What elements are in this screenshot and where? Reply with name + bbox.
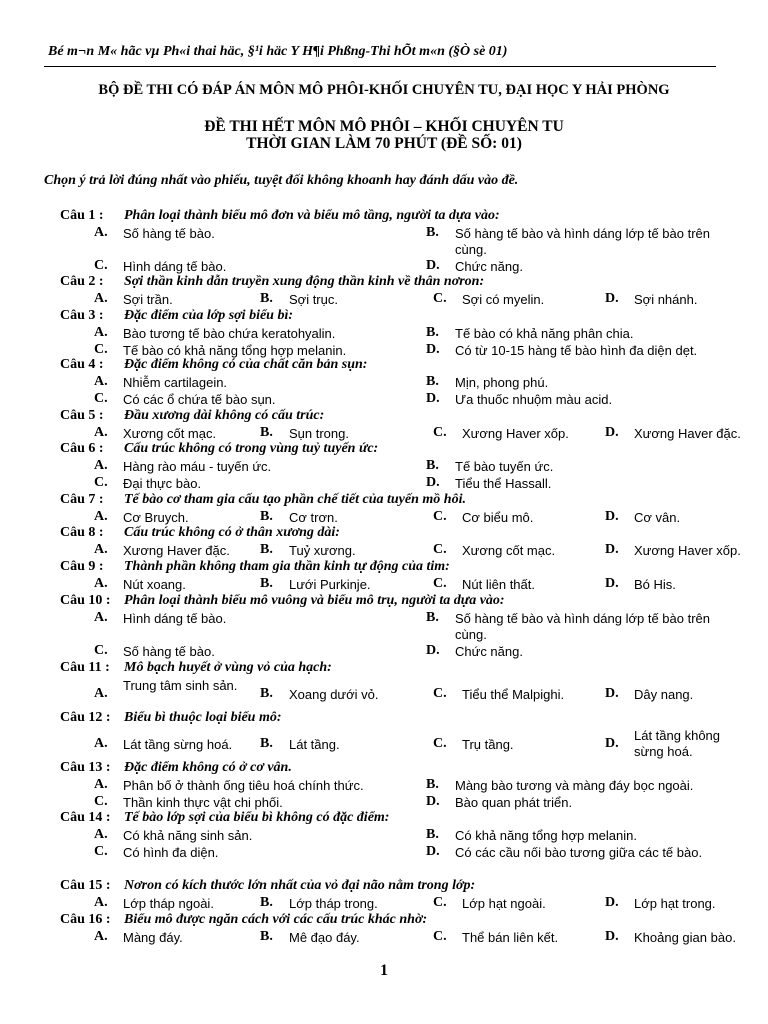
option-letter: C. (433, 736, 447, 751)
option-text: Bó His. (634, 577, 676, 592)
exam-title: ĐỀ THI HẾT MÔN MÔ PHÔI – KHỐI CHUYÊN TU (204, 118, 564, 135)
option-letter: C. (433, 895, 447, 910)
option-text: Lát tầng sừng hoá. (123, 737, 233, 752)
option-text: Lớp hạt ngoài. (462, 896, 546, 911)
option-letter: D. (426, 643, 440, 658)
option-text: Chức năng. (455, 644, 523, 659)
option-text: Sụn trong. (289, 426, 349, 441)
option-letter: A. (94, 929, 108, 944)
option-text: Có các cầu nối bào tương giữa các tế bào. (455, 845, 703, 860)
option-letter: D. (426, 475, 440, 490)
option-letter: B. (426, 225, 439, 240)
question-text: Thành phần không tham gia thần kinh tự động của tim: (124, 559, 450, 574)
option-letter: D. (605, 929, 619, 944)
option-letter: A. (94, 827, 108, 842)
option-text: Trụ tầng. (462, 737, 514, 752)
option-text: Bào quan phát triển. (455, 795, 573, 810)
option-letter: D. (605, 509, 619, 524)
option-text: Xương Haver xốp. (462, 426, 569, 441)
option-letter: C. (94, 391, 108, 406)
question-label: Câu 11 : (60, 660, 110, 675)
option-text: Xương Haver đặc. (634, 426, 741, 441)
question-label: Câu 4 : (60, 357, 104, 372)
option-text: Sợi có myelin. (462, 292, 545, 307)
option-letter: D. (426, 794, 440, 809)
main-title: BỘ ĐỀ THI CÓ ĐÁP ÁN MÔN MÔ PHÔI-KHỐI CHUYÊN TU, ĐẠI HỌC Y HẢI PHÒNG (98, 82, 670, 98)
option-text: Lớp tháp ngoài. (123, 896, 214, 911)
question-text: Đặc điểm không có của chất căn bản sụn: (124, 357, 368, 372)
question-text: Đặc điểm không có ở cơ vân. (124, 760, 292, 775)
option-text: Xương Haver xốp. (634, 543, 741, 558)
option-letter: B. (260, 425, 273, 440)
exam-time: THỜI GIAN LÀM 70 PHÚT (ĐỀ SỐ: 01) (246, 135, 522, 152)
option-letter: C. (433, 425, 447, 440)
option-letter: A. (94, 686, 108, 701)
option-letter: D. (605, 895, 619, 910)
option-text: Lát tầng không sừng hoá. (634, 728, 721, 759)
option-text: Số hàng tế bào và hình dáng lớp tế bào trên cùng. (455, 611, 710, 642)
option-text: Số hàng tế bào và hình dáng lớp tế bào trên cùng. (455, 226, 710, 257)
question-label: Câu 1 : (60, 208, 104, 223)
option-letter: A. (94, 225, 108, 240)
option-text: Có các ổ chứa tế bào sụn. (123, 392, 276, 407)
option-letter: D. (605, 542, 619, 557)
question-label: Câu 12 : (60, 710, 111, 725)
option-letter: B. (260, 686, 273, 701)
question-label: Câu 14 : (60, 810, 111, 825)
option-text: Chức năng. (455, 259, 523, 274)
question-text: Phân loại thành biểu mô vuông và biểu mô trụ, người ta dựa vào: (124, 593, 505, 608)
option-text: Số hàng tế bào. (123, 644, 215, 659)
option-letter: D. (426, 391, 440, 406)
option-text: Tế bào tuyến ức. (455, 459, 554, 474)
option-text: Dây nang. (634, 687, 694, 702)
option-text: Sợi trần. (123, 292, 173, 307)
question-text: Mô bạch huyết ở vùng vỏ của hạch: (124, 660, 332, 675)
option-text: Đại thực bào. (123, 476, 202, 491)
option-text: Cơ Bruych. (123, 510, 189, 525)
option-text: Tế bào có khả năng tổng hợp melanin. (123, 343, 347, 358)
option-text: Thần kinh thực vật chi phối. (123, 795, 283, 810)
option-text: Nút liên thất. (462, 577, 535, 592)
header-divider (44, 66, 716, 67)
option-text: Hàng rào máu - tuyến ức. (123, 459, 272, 474)
option-letter: C. (433, 686, 447, 701)
option-text: Khoảng gian bào. (634, 930, 736, 945)
option-text: Sợi nhánh. (634, 292, 698, 307)
option-text: Lưới Purkinje. (289, 577, 371, 592)
option-letter: B. (426, 374, 439, 389)
option-letter: C. (94, 475, 108, 490)
option-text: Màng đáy. (123, 930, 183, 945)
option-letter: B. (260, 929, 273, 944)
option-letter: C. (433, 542, 447, 557)
option-text: Số hàng tế bào. (123, 226, 215, 241)
option-text: Nút xoang. (123, 577, 186, 592)
question-text: Tế bào cơ tham gia cấu tạo phần chế tiết của tuyến mồ hôi. (124, 492, 466, 507)
option-text: Xương cốt mạc. (462, 543, 556, 558)
option-letter: B. (260, 895, 273, 910)
option-text: Có hình đa diện. (123, 845, 219, 860)
option-text: Lát tầng. (289, 737, 340, 752)
header-note: Bé m¬n M« hãc vµ Ph«i thai häc, §¹i häc Y H¶i Phßng-Thi hÕt m«n (§Ò sè 01) (48, 44, 508, 59)
option-text: Nhiễm cartilagein. (123, 375, 228, 390)
option-letter: D. (426, 342, 440, 357)
option-letter: B. (260, 736, 273, 751)
option-text: Mịn, phong phú. (455, 375, 549, 390)
option-letter: A. (94, 325, 108, 340)
option-text: Xoang dưới vỏ. (289, 687, 379, 702)
option-text: Bào tương tế bào chứa keratohyalin. (123, 326, 336, 341)
option-letter: B. (426, 777, 439, 792)
question-label: Câu 15 : (60, 878, 111, 893)
option-letter: C. (94, 844, 108, 859)
option-letter: A. (94, 374, 108, 389)
option-text: Tế bào có khả năng phân chia. (455, 326, 634, 341)
option-text: Tiểu thể Hassall. (455, 476, 552, 491)
option-text: Xương cốt mạc. (123, 426, 217, 441)
question-text: Đặc điểm của lớp sợi biểu bì: (124, 308, 294, 323)
option-letter: D. (426, 258, 440, 273)
option-letter: B. (426, 827, 439, 842)
option-text: Màng bào tương và màng đáy bọc ngoài. (455, 778, 694, 793)
option-letter: D. (605, 686, 619, 701)
option-text: Lớp tháp trong. (289, 896, 378, 911)
question-text: Nơron có kích thước lớn nhất của vỏ đại não nằm trong lớp: (124, 878, 476, 893)
option-letter: A. (94, 895, 108, 910)
option-letter: C. (94, 794, 108, 809)
question-text: Đầu xương dài không có cấu trúc: (124, 408, 325, 423)
option-letter: B. (426, 325, 439, 340)
option-text: Có khả năng sinh sản. (123, 828, 253, 843)
option-letter: A. (94, 736, 108, 751)
question-text: Cấu trúc không có ở thân xương dài: (124, 525, 340, 540)
option-letter: A. (94, 777, 108, 792)
question-text: Phân loại thành biểu mô đơn và biểu mô tầng, người ta dựa vào: (124, 208, 500, 223)
question-text: Cấu trúc không có trong vùng tuỷ tuyến ức: (124, 441, 379, 456)
question-label: Câu 2 : (60, 274, 104, 289)
option-letter: D. (605, 291, 619, 306)
option-letter: A. (94, 425, 108, 440)
option-letter: A. (94, 509, 108, 524)
option-letter: A. (94, 576, 108, 591)
option-letter: C. (433, 929, 447, 944)
option-letter: A. (94, 610, 108, 625)
option-letter: A. (94, 542, 108, 557)
page-number: 1 (380, 962, 388, 979)
option-text: Trung tâm sinh sản. (123, 678, 238, 693)
question-text: Biểu bì thuộc loại biểu mô: (124, 710, 282, 725)
question-label: Câu 10 : (60, 593, 111, 608)
question-label: Câu 9 : (60, 559, 104, 574)
option-text: Xương Haver đặc. (123, 543, 230, 558)
option-letter: D. (605, 736, 619, 751)
option-text: Cơ vân. (634, 510, 681, 525)
option-text: Sợi trục. (289, 292, 338, 307)
option-letter: B. (260, 291, 273, 306)
option-letter: C. (433, 509, 447, 524)
option-letter: B. (426, 610, 439, 625)
question-label: Câu 3 : (60, 308, 104, 323)
option-text: Tuỷ xương. (289, 543, 356, 558)
option-text: Thể bán liên kết. (462, 930, 559, 945)
question-text: Biểu mô được ngăn cách với các cấu trúc khác nhờ: (124, 912, 428, 927)
option-letter: B. (260, 542, 273, 557)
option-letter: C. (94, 258, 108, 273)
option-text: Tiểu thể Malpighi. (462, 687, 565, 702)
option-letter: A. (94, 291, 108, 306)
option-text: Mê đạo đáy. (289, 930, 360, 945)
question-label: Câu 5 : (60, 408, 104, 423)
option-text: Hình dáng tế bào. (123, 611, 227, 626)
option-letter: A. (94, 458, 108, 473)
option-letter: B. (426, 458, 439, 473)
option-letter: B. (260, 509, 273, 524)
option-text: Lớp hạt trong. (634, 896, 716, 911)
option-text: Hình dáng tế bào. (123, 259, 227, 274)
option-letter: C. (94, 643, 108, 658)
question-label: Câu 6 : (60, 441, 104, 456)
option-letter: D. (605, 576, 619, 591)
question-label: Câu 7 : (60, 492, 104, 507)
option-text: Cơ trơn. (289, 510, 338, 525)
option-letter: D. (605, 425, 619, 440)
question-text: Tế bào lớp sợi của biểu bì không có đặc điểm: (124, 810, 390, 825)
option-letter: C. (433, 576, 447, 591)
question-label: Câu 13 : (60, 760, 111, 775)
option-letter: D. (426, 844, 440, 859)
option-text: Có khả năng tổng hợp melanin. (455, 828, 637, 843)
option-text: Ưa thuốc nhuộm màu acid. (455, 392, 613, 407)
option-text: Cơ biểu mô. (462, 510, 534, 525)
option-text: Phân bố ở thành ống tiêu hoá chính thức. (123, 778, 364, 793)
option-text: Có từ 10-15 hàng tế bào hình đa diện dẹt. (455, 343, 698, 358)
question-label: Câu 8 : (60, 525, 104, 540)
instruction: Chọn ý trả lời đúng nhất vào phiếu, tuyệt đối không khoanh hay đánh dấu vào đề. (44, 173, 519, 188)
option-letter: B. (260, 576, 273, 591)
question-text: Sợi thần kinh dẫn truyền xung động thần kinh về thân nơron: (124, 274, 485, 289)
option-letter: C. (433, 291, 447, 306)
option-letter: C. (94, 342, 108, 357)
question-label: Câu 16 : (60, 912, 111, 927)
